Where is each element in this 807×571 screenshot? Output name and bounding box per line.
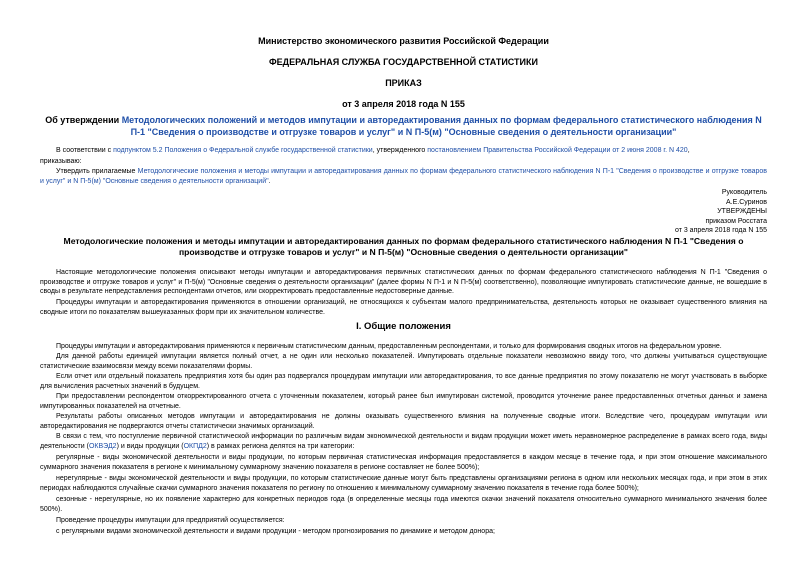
preamble <box>40 146 767 156</box>
categories-text-1: В связи с тем, что поступление первичной статистической информации по различным видам экономической деятельности и видам продукции может иметь неравномерное распределение в рамках всего года, виды деятельности ( <box>40 433 767 450</box>
preamble-text-2: , утвержденного <box>372 147 428 154</box>
intro-paragraph-1: Настоящие методологические положения описывают методы импутации и авторедактирования первичных статистических данных по формам федерального статистического наблюдения N П-1 "Сведения о производстве и отгрузке товаров и услуг" и П-5(м) "Основные сведения о деятельности организации" (далее формы N П-1 и N П-5(м) соответственно), позволяющие импутировать статистические данные, не вошедшие в своды в результате непредставления респондентами отчетов, или скорректировать предоставленные недостоверные данные. <box>40 269 767 295</box>
ministry-name: Министерство экономического развития Российской Федерации <box>258 36 549 46</box>
approval-prefix: Об утверждении <box>45 115 122 125</box>
category-irregular: нерегулярные - виды экономической деятельности и виды продукции, по которым статистические данные могут быть представлены организациями региона в одном или нескольких месяцах года, и при этом в этих периодах наблюдаются случайные скачки суммарного значения показателя по региону по отношению к минимальному суммарному значению показателя в течение года более 500%); <box>40 475 767 492</box>
service-name: ФЕДЕРАЛЬНАЯ СЛУЖБА ГОСУДАРСТВЕННОЙ СТАТИСТИКИ <box>269 57 538 67</box>
order-heading: ПРИКАЗ <box>385 78 422 88</box>
document-title: Методологические положения и методы импутации и авторедактирования данных по формам федерального статистического наблюдения N П-1 "Сведения о производстве и отгрузке товаров и услуг" и N П-5(м) "Основные сведения о деятельности организации" <box>63 236 744 257</box>
signature-block <box>675 188 767 236</box>
signer-name: А.Е.Суринов <box>726 198 767 206</box>
category-seasonal: сезонные - нерегулярные, но их появление характерно для конкретных периодов года (в определенные месяцы года имеются скачки значений показателя относительно суммарного минимального значения более 500%). <box>40 496 767 513</box>
category-regular: регулярные - виды экономической деятельности и виды продукции, по которым первичная статистическая информация предоставляется в каждом месяце в течение года, и при этом отношение максимального суммарного значения показателя в регионе к минимальному суммарному значению показателя в регионе составляет не более 500%); <box>40 454 767 471</box>
approved-by-order: приказом Росстата <box>705 217 767 225</box>
preamble-text-1: В соответствии с <box>56 147 114 154</box>
categories-intro <box>40 432 767 451</box>
methodology-link[interactable]: Методологические положения и методы импутации и авторедактирования данных по формам федерального статистического наблюдения N П-1 "Сведения о производстве и отгрузке товаров и услуг" и N П-5(м) "Основные сведения о деятельности организаций" <box>40 168 767 185</box>
section-paragraph: Для данной работы единицей импутации является полный отчет, а не один или несколько показателей. Импутировать отдельные показатели невозможно ввиду того, что должны учитываться существующие статистические взаимосвязи между всеми показателями формы. <box>40 353 767 370</box>
imputation-regular: с регулярными видами экономической деятельности и видами продукции - методом прогнозирования по динамике и методом донора; <box>56 528 495 535</box>
approval-title <box>40 114 767 138</box>
preamble-text-3: , <box>687 147 690 154</box>
approval-link[interactable]: Методологических положений и методов импутации и авторедактирования данных по формам федерального статистического наблюдения N П-1 "Сведения о производстве и отгрузке товаров и услуг" и N П-5(м) "Основные сведения о деятельности организации" <box>121 115 762 137</box>
approve-item-text: Утвердить прилагаемые <box>56 168 138 175</box>
section-paragraph: При предоставлении респондентом откорректированного отчета с уточненным показателем, который ранее был импутирован системой, проводится уточнение ранее предоставленных отчетных данных и замена импутированных показателей на отчетные. <box>40 393 767 410</box>
approved-order-date: от 3 апреля 2018 года N 155 <box>674 227 767 235</box>
intro-paragraph-2: Процедуры импутации и авторедактирования применяются в отношении организаций, не относящихся к субъектам малого предпринимательства, деятельность которых не оказывает существенного влияния на сводные итоги по показателям вышеуказанных форм при их значительном количестве. <box>40 299 767 316</box>
okved2-link[interactable]: ОКВЭД2 <box>88 442 117 450</box>
order-date: от 3 апреля 2018 года N 155 <box>342 99 465 109</box>
statute-link[interactable]: подпунктом 5.2 Положения о Федеральной службе государственной статистики <box>113 147 373 154</box>
orders-word: приказываю: <box>40 158 82 165</box>
categories-text-2: ) и виды продукции ( <box>116 442 184 450</box>
approved-label: УТВЕРЖДЕНЫ <box>717 208 767 216</box>
approve-item-end: . <box>268 177 271 185</box>
imputation-procedure: Проведение процедуры импутации для предприятий осуществляется: <box>56 517 285 524</box>
okpd2-link[interactable]: ОКПД2 <box>183 442 207 450</box>
approve-item <box>40 167 767 186</box>
resolution-link[interactable]: постановлением Правительства Российской Федерации от 2 июня 2008 г. N 420 <box>427 147 688 154</box>
signer-role: Руководитель <box>721 189 767 196</box>
section-paragraph: Процедуры импутации и авторедактирования применяются к первичным статистическим данным, предоставленным респондентами, и только для формирования сводных итогов на федеральном уровне. <box>56 343 722 350</box>
section-paragraph: Если отчет или отдельный показатель предприятия хотя бы один раз подвергался процедурам импутации или авторедактирования, то все данные предприятия по этому показателю не могут участвовать в выборке для вычисления расчетных значений в будущем. <box>40 373 767 390</box>
section-paragraph: Результаты работы описанных методов импутации и авторедактирования не должны оказывать существенного влияния на полученные сводные итоги. Вследствие чего, процедурам импутации или авторедактирования не подвергаются отчеты статистически значимых организаций. <box>40 413 767 430</box>
categories-text-3: ) в рамках региона делятся на три категории: <box>206 442 355 450</box>
section-heading: I. Общие положения <box>356 321 451 332</box>
